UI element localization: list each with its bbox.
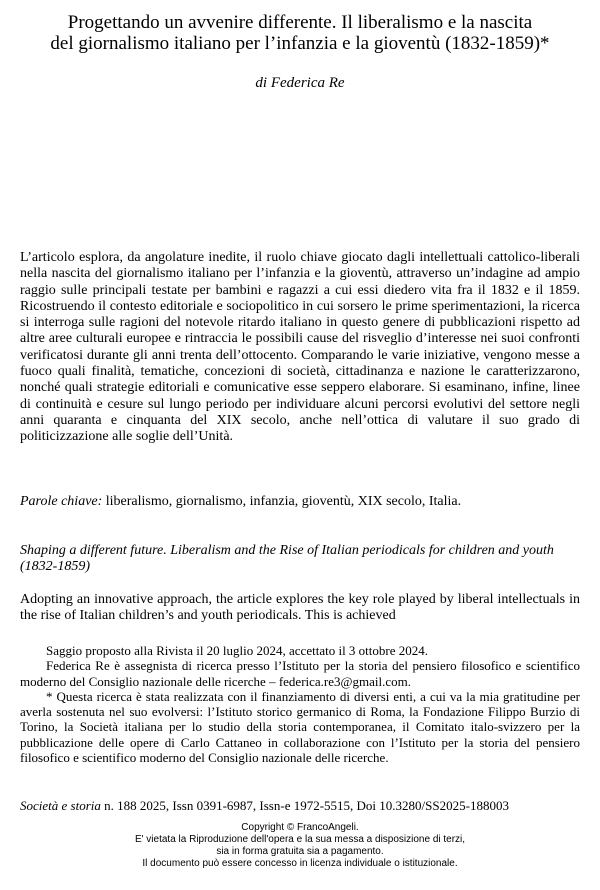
copyright-line: Copyright © FrancoAngeli.: [241, 822, 359, 833]
footnotes: [20, 643, 580, 765]
article-title-line-2: del giornalismo italiano per l’infanzia e la gioventù (1832-1859)*: [50, 33, 550, 54]
journal-name: Società e storia: [20, 798, 101, 813]
footnote-author-affiliation: Federica Re è assegnista di ricerca presso l’Istituto per la storia del pensiero filosofico e scientifico moderno del Consiglio nazionale delle ricerche – federica.re3@gmail.com.: [20, 658, 580, 689]
footnote-submission: Saggio proposto alla Rivista il 20 luglio 2024, accettato il 3 ottobre 2024.: [46, 643, 429, 658]
citation-details: n. 188 2025, Issn 0391-6987, Issn-e 1972-5515, Doi 10.3280/SS2025-188003: [100, 798, 509, 813]
article-title: [18, 12, 582, 54]
copyright-notice: [30, 822, 570, 870]
italian-abstract: L’articolo esplora, da angolature inedite, il ruolo chiave giocato dagli intellettuali cattolico-liberali nella nascita del giornalismo italiano per l’infanzia e la gioventù, attraverso un’indagine ad ampio raggio sulle principali testate per bambini e ragazzi a cui essi diedero vita fra il 1832 e il 1859. Ricostruendo il contesto editoriale e sociopolitico in cui sorsero le prime sperimentazioni, la ricerca si interroga sulle ragioni del notevole ritardo italiano in questo genere di pubblicazioni rispetto ad altre aree culturali europee e rintraccia le possibili cause del risveglio d’interesse nei suoi confronti verificatosi durante gli anni trenta dell’ottocento. Comparando le varie iniziative, vengono messe a fuoco quali finalità, tematiche, concezioni di società, cittadinanza e nazione le caratterizzarono, nonché quali strategie editoriali e comunicative esse seppero elaborare. Si esaminano, infine, linee di continuità e cesure sul lungo periodo per individuare alcuni percorsi evolutivi del settore negli anni quaranta e cinquanta del XIX secolo, anche nell’ottica di valutare il suo grado di politicizzazione alle soglie dell’Unità.: [20, 250, 580, 445]
article-author: di Federica Re: [255, 75, 345, 91]
footnote-acknowledgements: * Questa ricerca è stata realizzata con il finanziamento di diversi enti, a cui va la mia gratitudine per averla sostenuta nel suo evolversi: l’Istituto storico germanico di Roma, la Fondazione Filippo Burzio di Torino, la Società italiana per lo studio della storia contemporanea, il Comitato italo-svizzero per la pubblicazione delle opere di Carlo Cattaneo in collaborazione con l’Istituto per la storia del pensiero filosofico e scientifico moderno del Consiglio nazionale delle ricerche.: [20, 688, 580, 766]
keywords-text: liberalismo, giornalismo, infanzia, gioventù, XIX secolo, Italia.: [105, 494, 462, 509]
copyright-line: E' vietata la Riproduzione dell'opera e la sua messa a disposizione di terzi,: [134, 834, 466, 845]
keywords-label: Parole chiave:: [20, 494, 103, 509]
copyright-line: sia in forma gratuita sia a pagamento.: [216, 846, 384, 857]
keywords: [20, 494, 580, 510]
english-abstract: Adopting an innovative approach, the article explores the key role played by liberal intellectuals in the rise of Italian children’s and youth periodicals. This is achieved: [20, 592, 580, 624]
journal-citation: [20, 798, 580, 813]
article-title-line-1: Progettando un avvenire differente. Il liberalismo e la nascita: [67, 12, 533, 33]
english-title: Shaping a different future. Liberalism and the Rise of Italian periodicals for children and youth (1832-1859): [20, 543, 554, 574]
copyright-line: Il documento può essere concesso in licenza individuale o istituzionale.: [142, 858, 458, 869]
